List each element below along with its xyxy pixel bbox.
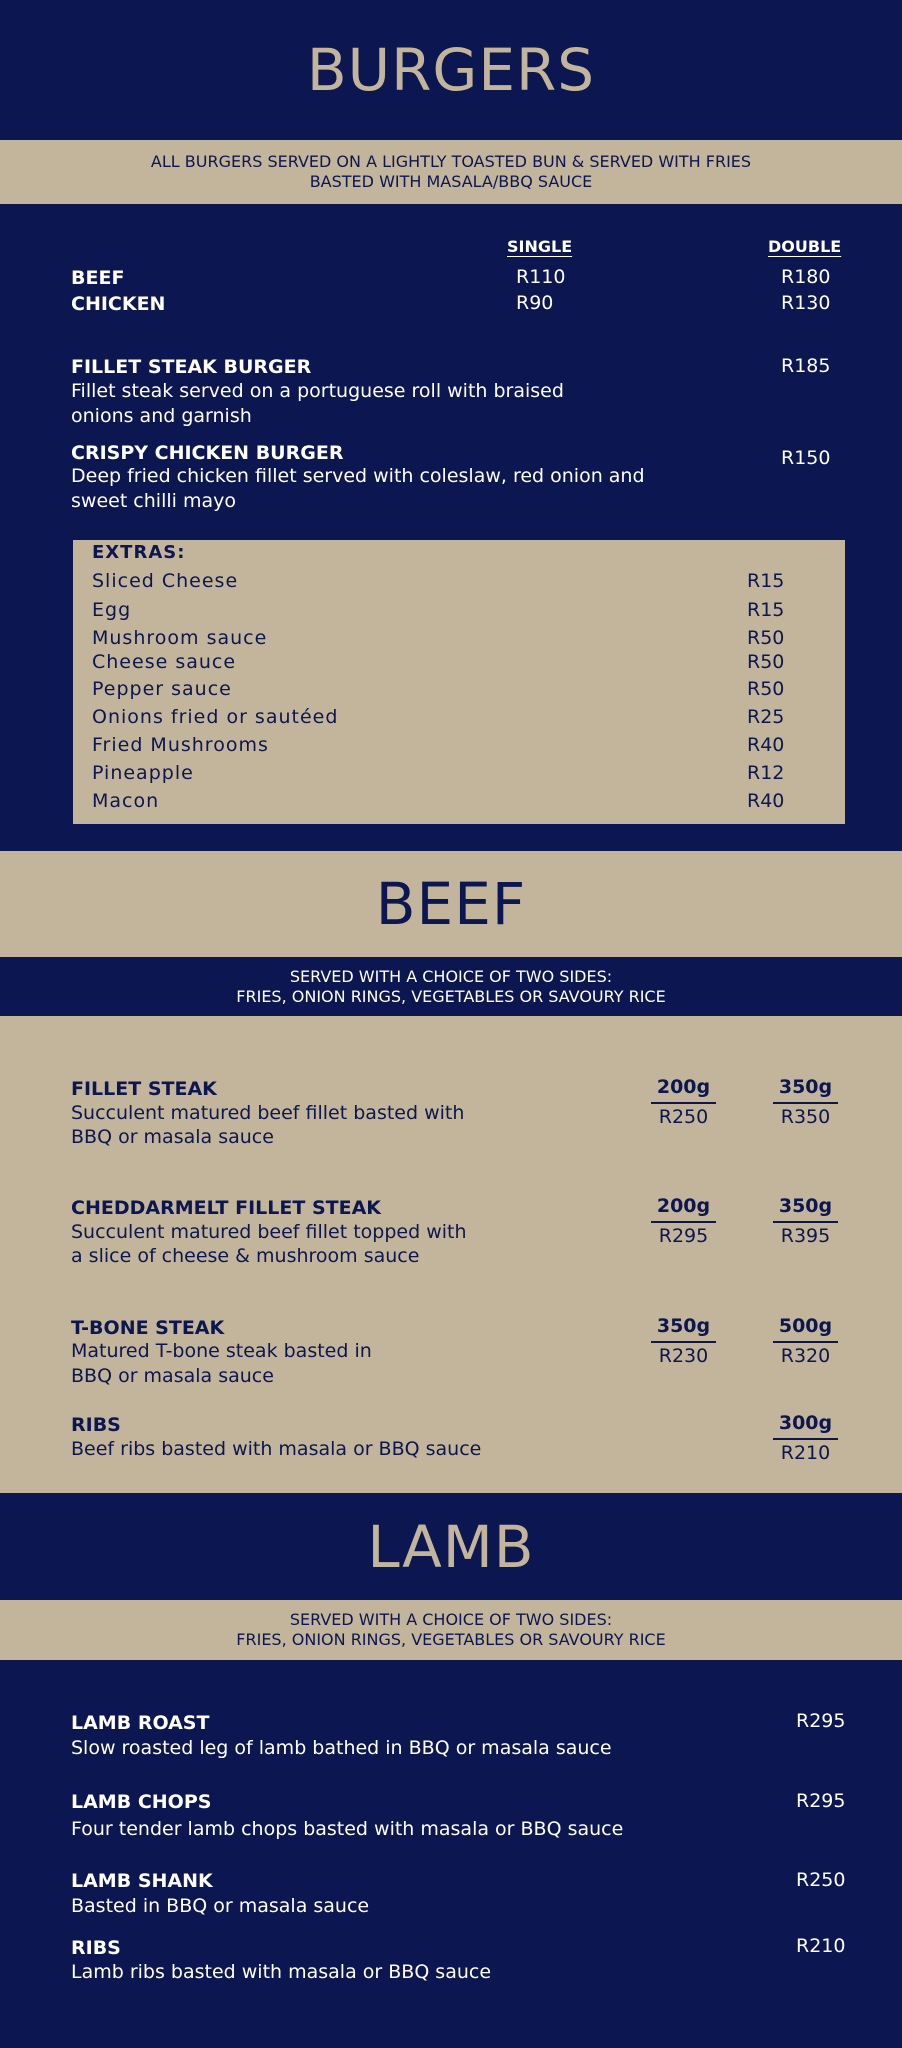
menu-item-price: R210 — [796, 1935, 846, 1957]
weight-label: 300g — [773, 1412, 838, 1440]
burger-row-single-price: R90 — [516, 292, 554, 314]
weight-price — [651, 1195, 716, 1247]
extras-item-price: R15 — [747, 570, 785, 592]
burger-row-double-price: R180 — [781, 266, 831, 288]
menu-item-desc: Four tender lamb chops basted with masala or BBQ sauce — [71, 1818, 624, 1840]
burgers-title: BURGERS — [0, 0, 902, 140]
weight-price — [651, 1315, 716, 1367]
beef-note-line2: FRIES, ONION RINGS, VEGETABLES OR SAVOURY RICE — [236, 986, 666, 1006]
weight-price — [651, 1076, 716, 1128]
lamb-note-line2: FRIES, ONION RINGS, VEGETABLES OR SAVOURY RICE — [236, 1630, 666, 1649]
menu-item-desc: Deep fried chicken fillet served with coleslaw, red onion and — [71, 465, 645, 487]
lamb-note — [0, 1600, 902, 1660]
extras-item-name: Pineapple — [92, 762, 194, 784]
burger-row-name: BEEF — [71, 267, 125, 289]
weight-price — [773, 1315, 838, 1367]
weight-label: 200g — [651, 1195, 716, 1223]
menu-item-price: R295 — [796, 1710, 846, 1732]
extras-item-price: R40 — [747, 734, 785, 756]
menu-item-name: RIBS — [71, 1937, 121, 1959]
extras-item-price: R50 — [747, 651, 785, 673]
menu-item-desc: Lamb ribs basted with masala or BBQ sauce — [71, 1961, 492, 1983]
menu-item-name: CHEDDARMELT FILLET STEAK — [71, 1197, 381, 1219]
extras-item-name: Macon — [92, 790, 160, 812]
menu-item-name: FILLET STEAK BURGER — [71, 356, 312, 378]
extras-item-name: Fried Mushrooms — [92, 734, 269, 756]
extras-item-price: R25 — [747, 706, 785, 728]
extras-item — [92, 706, 822, 728]
weight-label: 350g — [651, 1315, 716, 1343]
weight-price-value: R350 — [780, 1106, 831, 1128]
burger-row-name: CHICKEN — [71, 293, 166, 315]
weight-label: 350g — [773, 1195, 838, 1223]
menu-item-desc: Basted in BBQ or masala sauce — [71, 1895, 370, 1917]
menu-item-desc: Beef ribs basted with masala or BBQ sauce — [71, 1438, 482, 1460]
extras-item-price: R50 — [747, 678, 785, 700]
burgers-note-line2: BASTED WITH MASALA/BBQ SAUCE — [309, 172, 593, 191]
extras-item-name: Onions fried or sautéed — [92, 706, 339, 728]
extras-item — [92, 627, 822, 649]
menu-item-desc: Matured T-bone steak basted in — [71, 1340, 372, 1362]
weight-price-value: R395 — [780, 1225, 831, 1247]
menu-item-price: R295 — [796, 1790, 846, 1812]
burgers-note-line1: ALL BURGERS SERVED ON A LIGHTLY TOASTED BUN & SERVED WITH FRIES — [150, 152, 752, 171]
weight-label: 500g — [773, 1315, 838, 1343]
menu-item-desc: Succulent matured beef fillet basted with — [71, 1102, 465, 1124]
lamb-section — [0, 1660, 902, 2048]
menu-item-name: CRISPY CHICKEN BURGER — [71, 442, 344, 464]
menu-item-desc: Slow roasted leg of lamb bathed in BBQ or masala sauce — [71, 1737, 612, 1759]
weight-price — [773, 1412, 838, 1464]
extras-item-price: R50 — [747, 627, 785, 649]
menu-item-name: LAMB CHOPS — [71, 1791, 212, 1813]
menu-item-desc: Fillet steak served on a portuguese roll with braised — [71, 380, 564, 402]
beef-section — [0, 1016, 902, 1493]
col-header-single: SINGLE — [507, 237, 573, 256]
menu-item-price: R185 — [781, 355, 831, 377]
menu-item-desc: BBQ or masala sauce — [71, 1126, 274, 1148]
extras-item-name: Cheese sauce — [92, 651, 237, 673]
extras-item — [92, 762, 822, 784]
beef-title: BEEF — [0, 851, 902, 957]
extras-item — [92, 734, 822, 756]
menu-item-desc: Succulent matured beef fillet topped with — [71, 1221, 467, 1243]
menu-item-desc: BBQ or masala sauce — [71, 1365, 274, 1387]
extras-label: EXTRAS: — [92, 542, 186, 563]
menu-item-desc: sweet chilli mayo — [71, 490, 236, 512]
extras-item — [92, 790, 822, 812]
menu-item-name: LAMB ROAST — [71, 1712, 210, 1734]
weight-price — [773, 1076, 838, 1128]
burger-row-double-price: R130 — [781, 292, 831, 314]
weight-label: 350g — [773, 1076, 838, 1104]
beef-note — [0, 957, 902, 1016]
weight-price-value: R230 — [658, 1345, 709, 1367]
extras-item — [92, 570, 822, 592]
extras-item — [92, 651, 822, 673]
col-header-double: DOUBLE — [768, 237, 842, 256]
extras-item-price: R15 — [747, 599, 785, 621]
menu-item-price: R250 — [796, 1869, 846, 1891]
extras-item-price: R40 — [747, 790, 785, 812]
menu-item-name: FILLET STEAK — [71, 1078, 217, 1100]
weight-price-value: R295 — [658, 1225, 709, 1247]
extras-box — [73, 540, 845, 824]
menu-item-name: LAMB SHANK — [71, 1870, 213, 1892]
menu-item-desc: onions and garnish — [71, 405, 252, 427]
extras-item-name: Egg — [92, 599, 132, 621]
weight-label: 200g — [651, 1076, 716, 1104]
weight-price-value: R250 — [658, 1106, 709, 1128]
extras-item-price: R12 — [747, 762, 785, 784]
burger-row-single-price: R110 — [516, 266, 566, 288]
extras-item-name: Pepper sauce — [92, 678, 232, 700]
weight-price-value: R210 — [780, 1442, 831, 1464]
menu-item-name: RIBS — [71, 1414, 121, 1436]
extras-item — [92, 678, 822, 700]
menu-item-price: R150 — [781, 447, 831, 469]
weight-price — [773, 1195, 838, 1247]
menu-item-name: T-BONE STEAK — [71, 1317, 225, 1339]
burgers-note — [0, 140, 902, 204]
extras-item-name: Mushroom sauce — [92, 627, 268, 649]
lamb-note-line1: SERVED WITH A CHOICE OF TWO SIDES: — [289, 1610, 613, 1629]
weight-price-value: R320 — [780, 1345, 831, 1367]
lamb-title: LAMB — [0, 1493, 902, 1600]
extras-item-name: Sliced Cheese — [92, 570, 239, 592]
extras-item — [92, 599, 822, 621]
menu-item-desc: a slice of cheese & mushroom sauce — [71, 1245, 420, 1267]
beef-note-line1: SERVED WITH A CHOICE OF TWO SIDES: — [289, 966, 613, 986]
